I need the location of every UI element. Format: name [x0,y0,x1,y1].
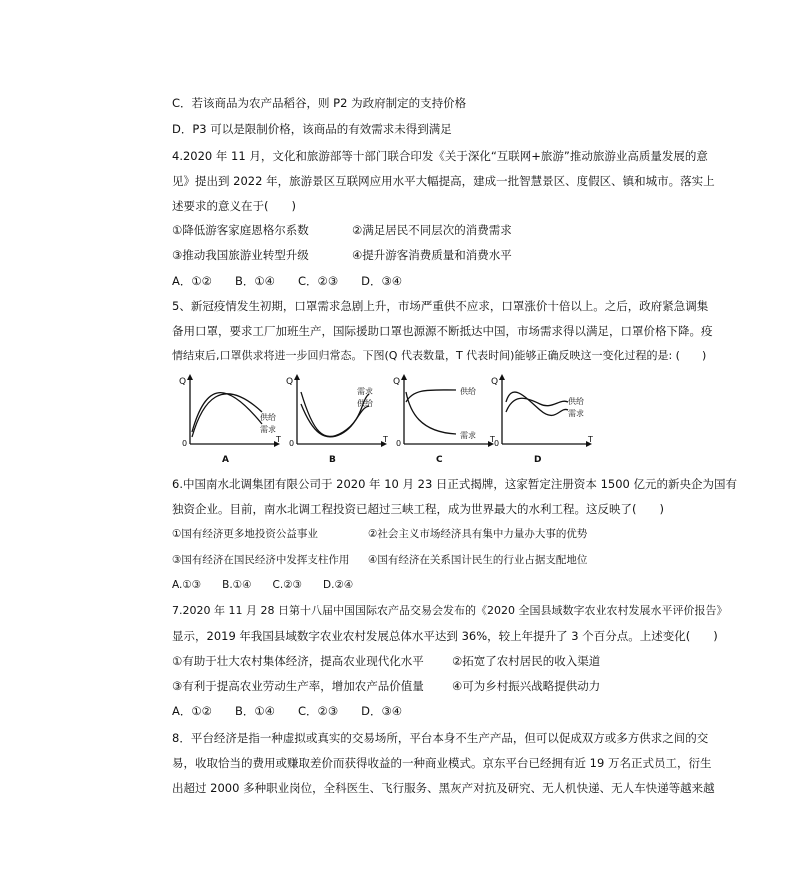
q4-item-1: ①降低游客家庭恩格尔系数 [172,223,309,237]
svg-text:需求: 需求 [260,425,276,434]
q6-item-2: ②社会主义市场经济具有集中力量办大事的优势 [368,528,588,540]
svg-text:C: C [436,455,443,464]
svg-text:Q: Q [491,377,499,387]
svg-text:0: 0 [396,439,402,448]
q4-item-4: ④提升游客消费质量和消费水平 [352,248,512,262]
svg-text:T: T [588,435,593,444]
q6-item-1: ①国有经济更多地投资公益事业 [172,528,318,540]
q3-option-c: C．若该商品为农产品稻谷，则 P2 为政府制定的支持价格 [172,96,467,110]
svg-text:0: 0 [289,439,295,448]
svg-text:Q: Q [286,377,294,387]
svg-text:供给: 供给 [260,413,276,422]
svg-text:T: T [490,435,495,444]
q7-stem-line1: 7.2020 年 11 月 28 日第十八届中国国际农产品交易会发布的《2020 全国县域数字农业农村发展水平评价报告》 [172,604,728,617]
q4-stem-line2: 见》提出到 2022 年，旅游景区互联网应用水平大幅提高，建成一批智慧景区、度假区、镇和城市。落实上 [172,174,715,188]
svg-text:0: 0 [182,439,188,448]
svg-text:需求: 需求 [568,409,584,418]
q6-item-4: ④国有经济在关系国计民生的行业占据支配地位 [368,554,588,566]
q7-item-1: ①有助于壮大农村集体经济，提高农业现代化水平 [172,654,424,668]
svg-text:需求: 需求 [460,431,476,440]
svg-text:Q: Q [393,377,401,387]
q8-stem-line3: 出超过 2000 多种职业岗位，全科医生、飞行服务、黑灰产对抗及研究、无人机快递、无人车快递等越来越 [172,781,715,795]
q5-stem-line3: 情结束后,口罩供求将进一步回归常态。下图(Q 代表数量，T 代表时间)能够正确反映这一变化过程的是: ( ) [172,349,707,362]
q5-stem-line1: 5、新冠疫情发生初期，口罩需求急剧上升，市场严重供不应求，口罩涨价十倍以上。之后，政府紧急调集 [172,299,709,313]
q4-item-2: ②满足居民不同层次的消费需求 [352,223,512,237]
svg-text:供给: 供给 [460,387,476,396]
q8-stem-line1: 8．平台经济是指一种虚拟或真实的交易场所，平台本身不生产产品，但可以促成双方或多方供求之间的交 [172,731,709,745]
svg-text:T: T [383,435,388,444]
q4-item-3: ③推动我国旅游业转型升级 [172,248,309,262]
graph-b [283,372,393,464]
q6-item-3: ③国有经济在国民经济中发挥支柱作用 [172,554,350,566]
svg-text:需求: 需求 [357,387,373,396]
q6-stem-line1: 6.中国南水北调集团有限公司于 2020 年 10 月 23 日正式揭牌，这家暂定注册资本 1500 亿元的新央企为国有 [172,477,738,491]
q7-item-2: ②拓宽了农村居民的收入渠道 [452,654,601,668]
q4-stem-line1: 4.2020 年 11 月，文化和旅游部等十部门联合印发《关于深化“互联网+旅游”推动旅游业高质量发展的意 [172,149,708,163]
q4-stem-line3: 述要求的意义在于( ) [172,199,296,213]
q7-item-4: ④可为乡村振兴战略提供动力 [452,679,601,693]
q8-stem-line2: 易，收取恰当的费用或赚取差价而获得收益的一种商业模式。京东平台已经拥有近 19 万名正式员工，衍生 [172,756,712,770]
svg-text:供给: 供给 [568,397,584,406]
q6-stem-line2: 独资企业。目前，南水北调工程投资已超过三峡工程，成为世界最大的水利工程。这反映了( ) [172,502,664,516]
graph-d [488,372,598,464]
graph-a [176,372,286,464]
graph-c [390,372,500,464]
svg-text:T: T [276,435,281,444]
q7-stem-line2: 显示，2019 年我国县域数字农业农村发展总体水平达到 36%，较上年提升了 3 个百分点。上述变化( ) [172,629,718,643]
q5-stem-line2: 备用口罩，要求工厂加班生产，国际援助口罩也源源不断抵达中国，市场需求得以满足，口罩价格下降。疫 [172,324,713,338]
svg-text:0: 0 [494,439,500,448]
q7-item-3: ③有利于提高农业劳动生产率，增加农产品价值量 [172,679,424,693]
q6-answer-choices: A.①③ B.①④ C.②③ D.②④ [172,579,354,591]
svg-text:A: A [222,455,229,464]
q7-answer-choices: A．①② B．①④ C．②③ D．③④ [172,704,403,718]
svg-text:Q: Q [179,377,187,387]
q4-answer-choices: A．①② B．①④ C．②③ D．③④ [172,274,403,288]
svg-text:供给: 供给 [357,399,373,408]
q3-option-d: D．P3 可以是限制价格，该商品的有效需求未得到满足 [172,122,452,136]
svg-text:B: B [329,455,336,464]
svg-text:D: D [534,455,542,464]
